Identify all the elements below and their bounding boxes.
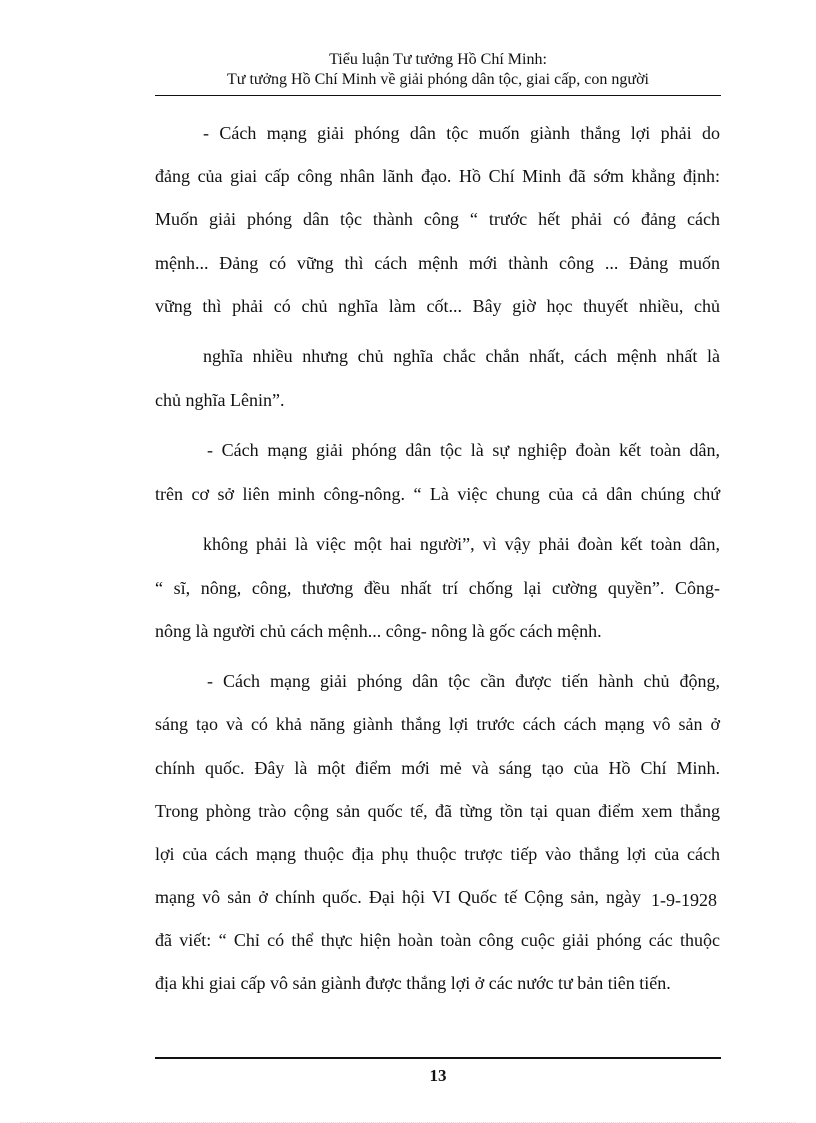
- text-line: đã viết: “ Chỉ có thể thực hiện hoàn toàn công cuộc giải phóng các thuộc: [155, 930, 720, 950]
- date-text: 1-9-1928: [651, 890, 717, 910]
- page-number: 13: [429, 1066, 447, 1085]
- text-line: Trong phòng trào cộng sản quốc tế, đã từng tồn tại quan điểm xem thắng: [155, 801, 720, 821]
- text-line: mệnh... Đảng có vững thì cách mệnh mới thành công ... Đảng muốn: [155, 253, 720, 273]
- text-line: địa khi giai cấp vô sản giành được thắng lợi ở các nước tư bản tiên tiến.: [155, 973, 671, 993]
- text-line: “ sĩ, nông, công, thương đều nhất trí chống lại cường quyền”. Công-: [155, 578, 720, 598]
- text-line: vững thì phải có chủ nghĩa làm cốt... Bây giờ học thuyết nhiều, chủ: [155, 296, 720, 316]
- text-line: - Cách mạng giải phóng dân tộc muốn giành thắng lợi phải do: [203, 123, 720, 143]
- text-line: - Cách mạng giải phóng dân tộc cần được tiến hành chủ động,: [207, 671, 720, 691]
- text-line: lợi của cách mạng thuộc địa phụ thuộc trược tiếp vào thắng lợi của cách: [155, 844, 720, 864]
- text-line: chính quốc. Đây là một điểm mới mẻ và sáng tạo của Hồ Chí Minh.: [155, 758, 720, 778]
- text-line: Muốn giải phóng dân tộc thành công “ trước hết phải có đảng cách: [155, 209, 720, 229]
- text-line: đảng của giai cấp công nhân lãnh đạo. Hồ Chí Minh đã sớm khẳng định:: [155, 166, 720, 186]
- text-line: - Cách mạng giải phóng dân tộc là sự nghiệp đoàn kết toàn dân,: [207, 440, 720, 460]
- running-header: [155, 50, 721, 90]
- text-line: không phải là việc một hai người”, vì vậy phải đoàn kết toàn dân,: [203, 534, 720, 554]
- text-line: chủ nghĩa Lênin”.: [155, 390, 285, 410]
- text-line: trên cơ sở liên minh công-nông. “ Là việc chung của cả dân chúng chứ: [155, 484, 720, 504]
- text-line: nghĩa nhiều nhưng chủ nghĩa chắc chắn nhất, cách mệnh nhất là: [203, 346, 720, 366]
- text-line: sáng tạo và có khả năng giành thắng lợi trước cách cách mạng vô sản ở: [155, 714, 720, 734]
- text-line: mạng vô sản ở chính quốc. Đại hội VI Quốc tế Cộng sản, ngày: [155, 887, 641, 907]
- text-line: nông là người chủ cách mệnh... công- nông là gốc cách mệnh.: [155, 621, 602, 641]
- header-line-2: Tư tưởng Hồ Chí Minh về giải phóng dân tộc, giai cấp, con người: [227, 71, 649, 88]
- footer-rule: [155, 1057, 721, 1059]
- header-line-1: Tiểu luận Tư tưởng Hồ Chí Minh:: [329, 51, 547, 68]
- header-rule: [155, 95, 721, 96]
